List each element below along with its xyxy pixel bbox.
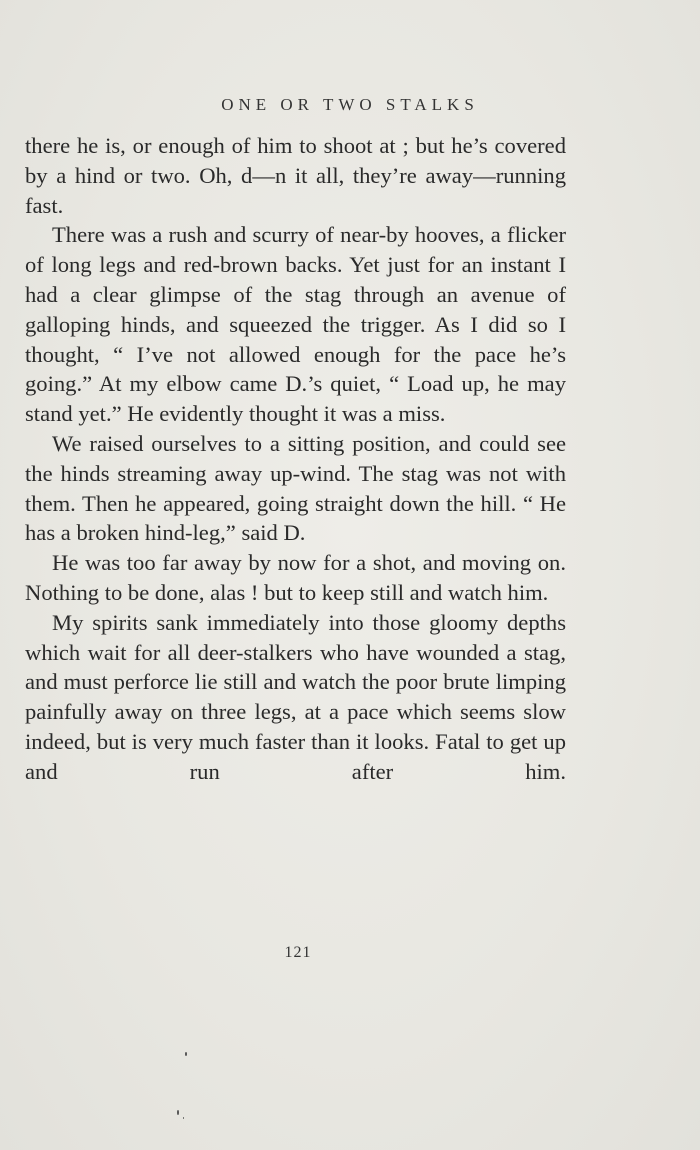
paragraph-5: My spirits sank immediately into those gloomy depths which wait for all deer-stalkers who have wounded a stag, and must perforce lie still and watch the poor brute limping painfully away on three legs, at a pace which seems slow indeed, but is very much faster than it looks. Fatal to get up and run after him. [25,609,566,784]
running-head: ONE OR TWO STALKS [221,95,479,114]
paragraph-1: there he is, or enough of him to shoot at ; but he’s covered by a hind or two. Oh, d—n it all, they’re away—running fast. [25,133,566,218]
paragraph-4: He was too far away by now for a shot, and moving on. Nothing to be done, alas ! but to keep still and watch him. [25,550,566,605]
page-number: 121 [284,944,312,961]
paper-speck [177,1110,179,1115]
paper-speck [185,1052,187,1056]
paragraph-3: We raised ourselves to a sitting position, and could see the hinds streaming away up-wind. The stag was not with them. Then he appeared, going straight down the hill. “ He has a broken hind-leg,” said D. [25,430,566,546]
body-text [25,131,566,787]
paragraph-2: There was a rush and scurry of near-by hooves, a flicker of long legs and red-brown backs. Yet just for an instant I had a clear glimpse of the stag through an avenue of galloping hinds, and squeezed the trigger. As I did so I thought, “ I’ve not allowed enough for the pace he’s going.” At my elbow came D.’s quiet, “ Load up, he may stand yet.” He evidently thought it was a miss. [25,222,566,427]
paper-speck [183,1117,184,1119]
